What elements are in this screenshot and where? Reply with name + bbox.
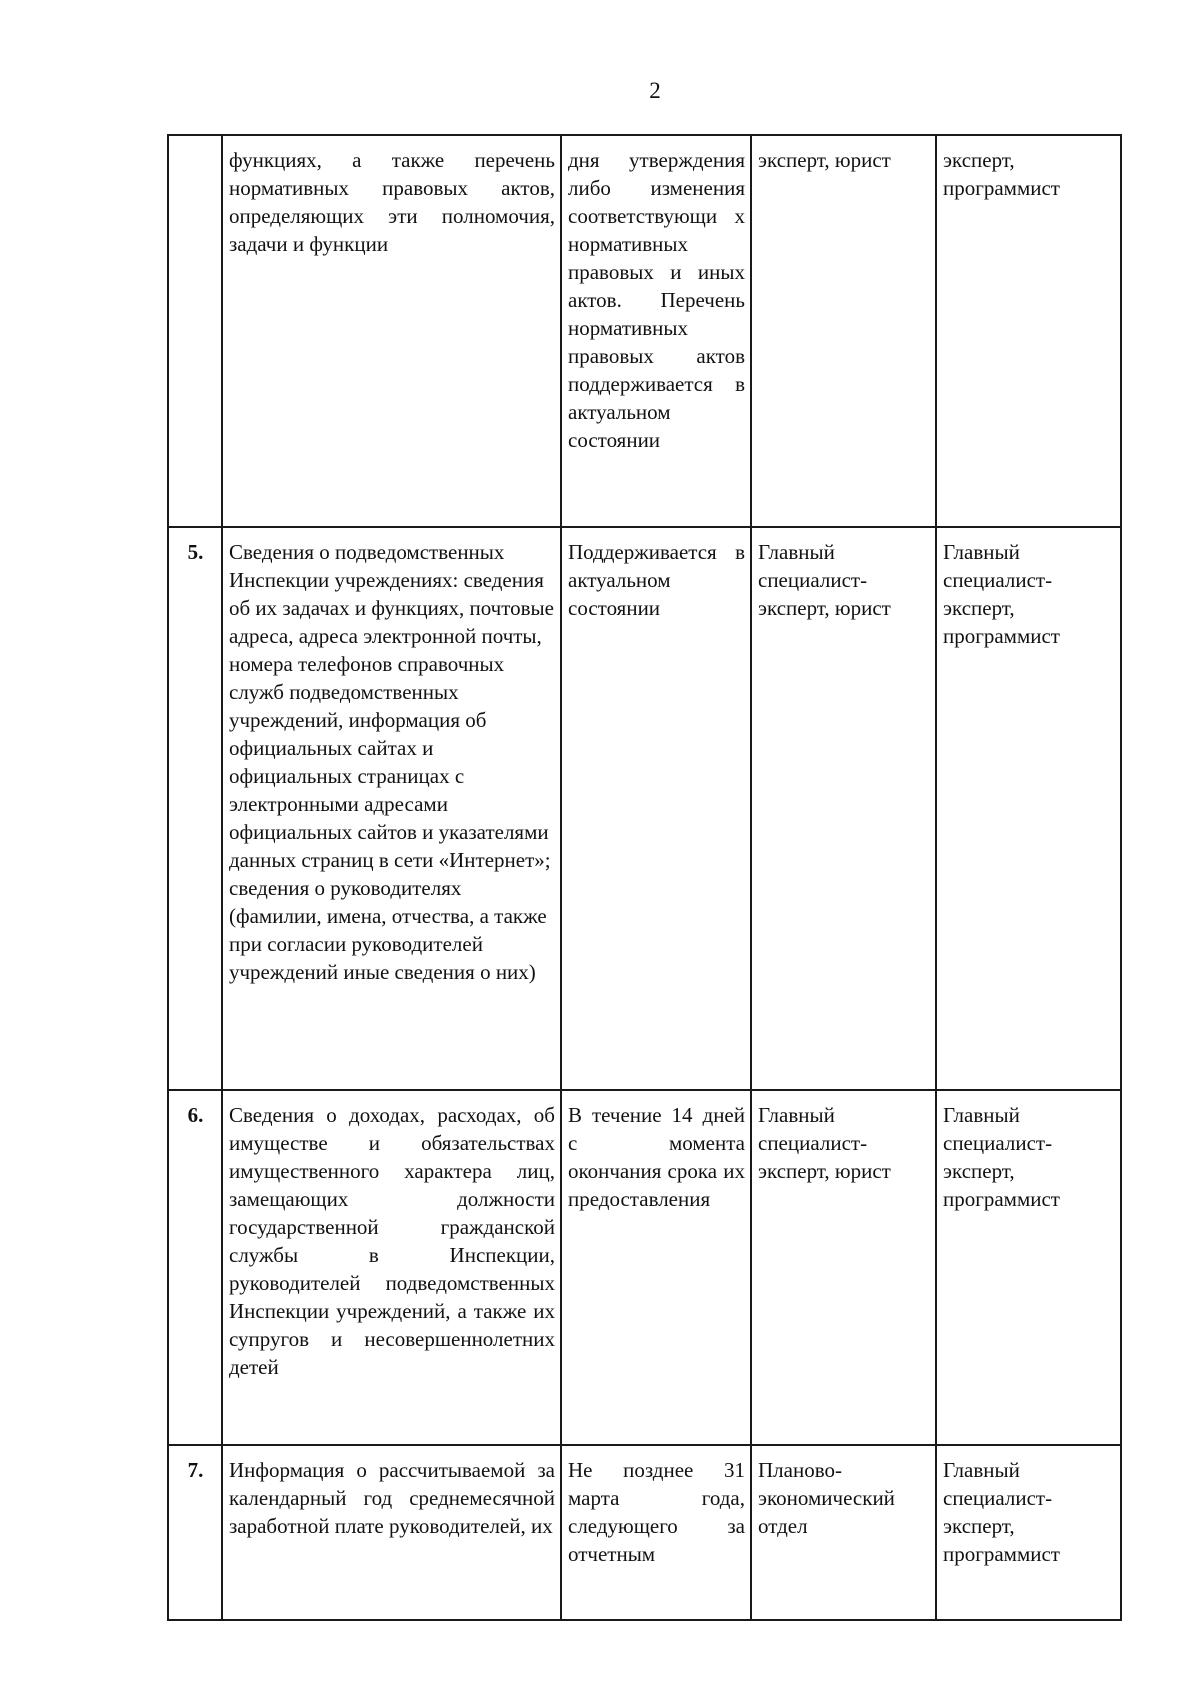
responsible-cell <box>751 527 936 1090</box>
responsible-cell <box>751 1090 936 1445</box>
period-text: В течение 14 дней с момента окончания срока их предоставления <box>568 1103 745 1211</box>
row-number: 6. <box>187 1103 204 1127</box>
responsible-text: Главный специалист-эксперт, юрист <box>758 540 891 620</box>
info-text: функциях, а также перечень нормативных правовых актов, определяющих эти полномочия, задачи и функции <box>229 148 555 256</box>
row-number-cell <box>168 527 222 1090</box>
publication-schedule-table <box>167 134 1122 1621</box>
row-number: 7. <box>187 1458 204 1482</box>
info-text: Информация о рассчитываемой за календарный год среднемесячной заработной плате руководителей, их <box>229 1458 555 1538</box>
info-cell <box>222 527 561 1090</box>
table-row <box>168 1090 1121 1445</box>
row-number-cell <box>168 135 222 527</box>
period-cell <box>561 527 751 1090</box>
publisher-text: Главный специалист-эксперт, программист <box>943 1458 1060 1566</box>
publisher-cell <box>936 1090 1121 1445</box>
period-cell <box>561 135 751 527</box>
period-text: Поддерживается в актуальном состоянии <box>568 540 745 620</box>
responsible-text: эксперт, юрист <box>758 148 891 172</box>
publisher-cell <box>936 135 1121 527</box>
table-row <box>168 135 1121 527</box>
responsible-cell <box>751 1445 936 1620</box>
row-number-cell <box>168 1090 222 1445</box>
info-text: Сведения о подведомственных Инспекции учреждениях: сведения об их задачах и функциях, почтовые адреса, адреса электронной почты, номера телефонов справочных служб подведомственных учреждений, информация об официальных сайтах и официальных страницах с электронными адресами официальных сайтов и указателями данных страниц в сети «Интернет»; сведения о руководителях (фамилии, имена, отчества, а также при согласии руководителей учреждений иные сведения о них) <box>229 540 554 984</box>
period-cell <box>561 1090 751 1445</box>
responsible-text: Планово-экономический отдел <box>758 1458 895 1538</box>
period-cell <box>561 1445 751 1620</box>
page-number: 2 <box>649 78 661 103</box>
row-number-cell <box>168 1445 222 1620</box>
info-cell <box>222 1090 561 1445</box>
period-text: дня утверждения либо изменения соответствующи х нормативных правовых и иных актов. Перечень нормативных правовых актов поддерживается в актуальном состоянии <box>568 148 745 452</box>
responsible-cell <box>751 135 936 527</box>
publisher-text: Главный специалист-эксперт, программист <box>943 540 1060 648</box>
info-cell <box>222 135 561 527</box>
info-cell <box>222 1445 561 1620</box>
responsible-text: Главный специалист-эксперт, юрист <box>758 1103 891 1183</box>
publisher-cell <box>936 1445 1121 1620</box>
period-text: Не позднее 31 марта года, следующего за отчетным <box>568 1458 745 1566</box>
table-row <box>168 527 1121 1090</box>
row-number: 5. <box>187 540 204 564</box>
publisher-text: эксперт, программист <box>943 148 1060 200</box>
table-row <box>168 1445 1121 1620</box>
info-text: Сведения о доходах, расходах, об имуществе и обязательствах имущественного характера лиц, замещающих должности государственной гражданской службы в Инспекции, руководителей подведомственных Инспекции учреждений, а также их супругов и несовершеннолетних детей <box>229 1103 555 1379</box>
publisher-text: Главный специалист-эксперт, программист <box>943 1103 1060 1211</box>
publisher-cell <box>936 527 1121 1090</box>
